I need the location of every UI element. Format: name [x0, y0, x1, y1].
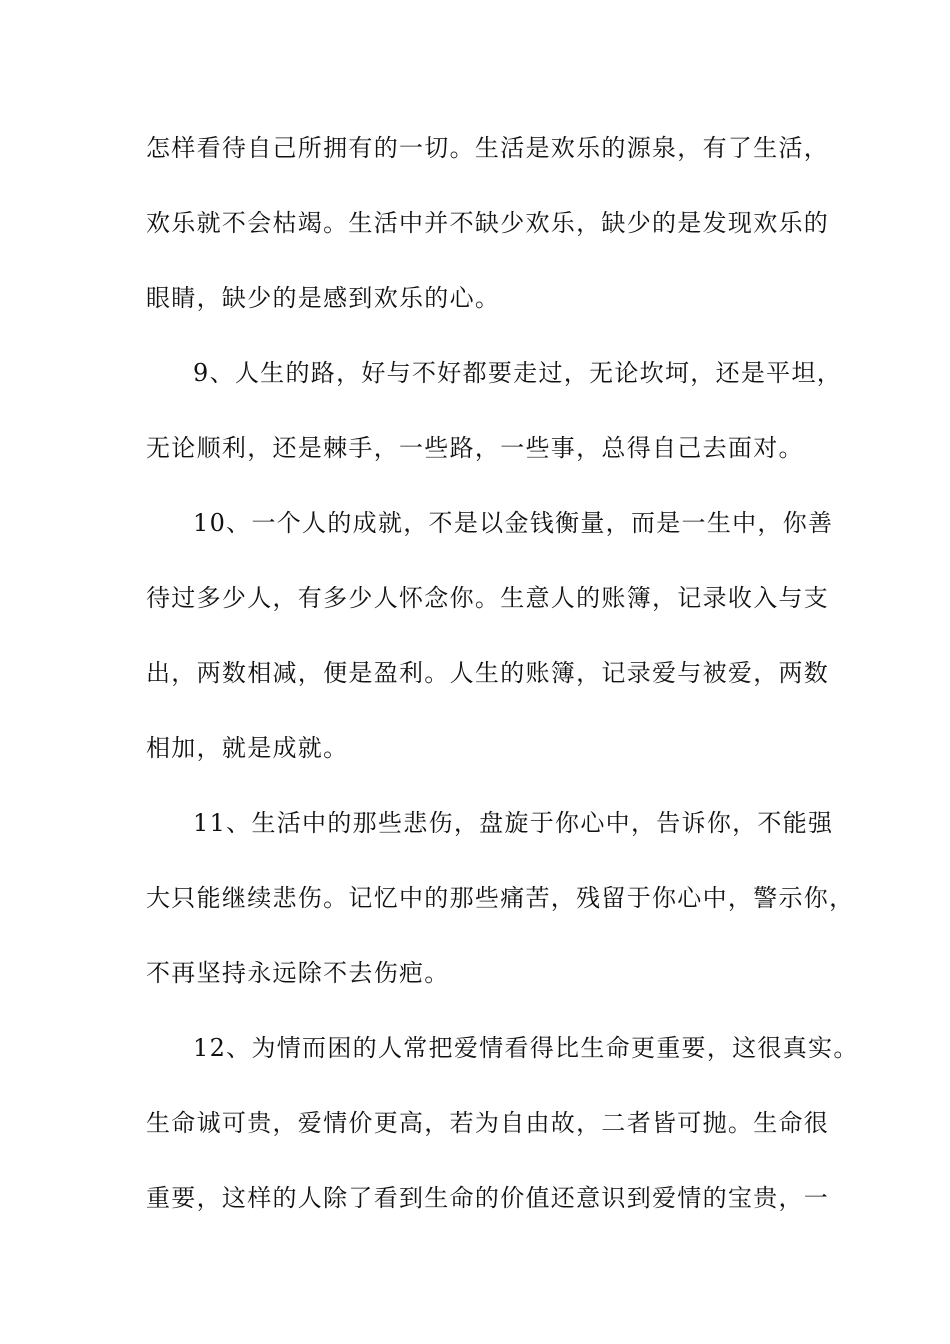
text-line: 重要，这样的人除了看到生命的价值还意识到爱情的宝贵，一: [146, 1184, 830, 1212]
text-line: 眼睛，缺少的是感到欢乐的心。: [146, 284, 501, 312]
text-line: 相加，就是成就。: [146, 734, 349, 762]
text-line: 怎样看待自己所拥有的一切。生活是欢乐的源泉，有了生活，: [146, 134, 830, 162]
text-line: 出，两数相减，便是盈利。人生的账簿，记录爱与被爱，两数: [146, 659, 830, 687]
text-line: 生命诚可贵，爱情价更高，若为自由故，二者皆可抛。生命很: [146, 1109, 830, 1137]
text-line: 不再坚持永远除不去伤疤。: [146, 959, 450, 987]
text-line: 欢乐就不会枯竭。生活中并不缺少欢乐，缺少的是发现欢乐的: [146, 209, 830, 237]
text-line: 待过多少人，有多少人怀念你。生意人的账簿，记录收入与支: [146, 584, 830, 612]
paragraph-start-line: 10、一个人的成就，不是以金钱衡量，而是一生中，你善: [193, 509, 834, 537]
text-line: 大只能继续悲伤。记忆中的那些痛苦，残留于你心中，警示你，: [146, 884, 855, 912]
paragraph-start-line: 12、为情而困的人常把爱情看得比生命更重要，这很真实。: [193, 1034, 859, 1062]
text-line: 无论顺利，还是棘手，一些路，一些事，总得自己去面对。: [146, 434, 804, 462]
paragraph-start-line: 11、生活中的那些悲伤，盘旋于你心中，告诉你，不能强: [193, 809, 834, 837]
paragraph-start-line: 9、人生的路，好与不好都要走过，无论坎坷，还是平坦，: [193, 359, 843, 387]
